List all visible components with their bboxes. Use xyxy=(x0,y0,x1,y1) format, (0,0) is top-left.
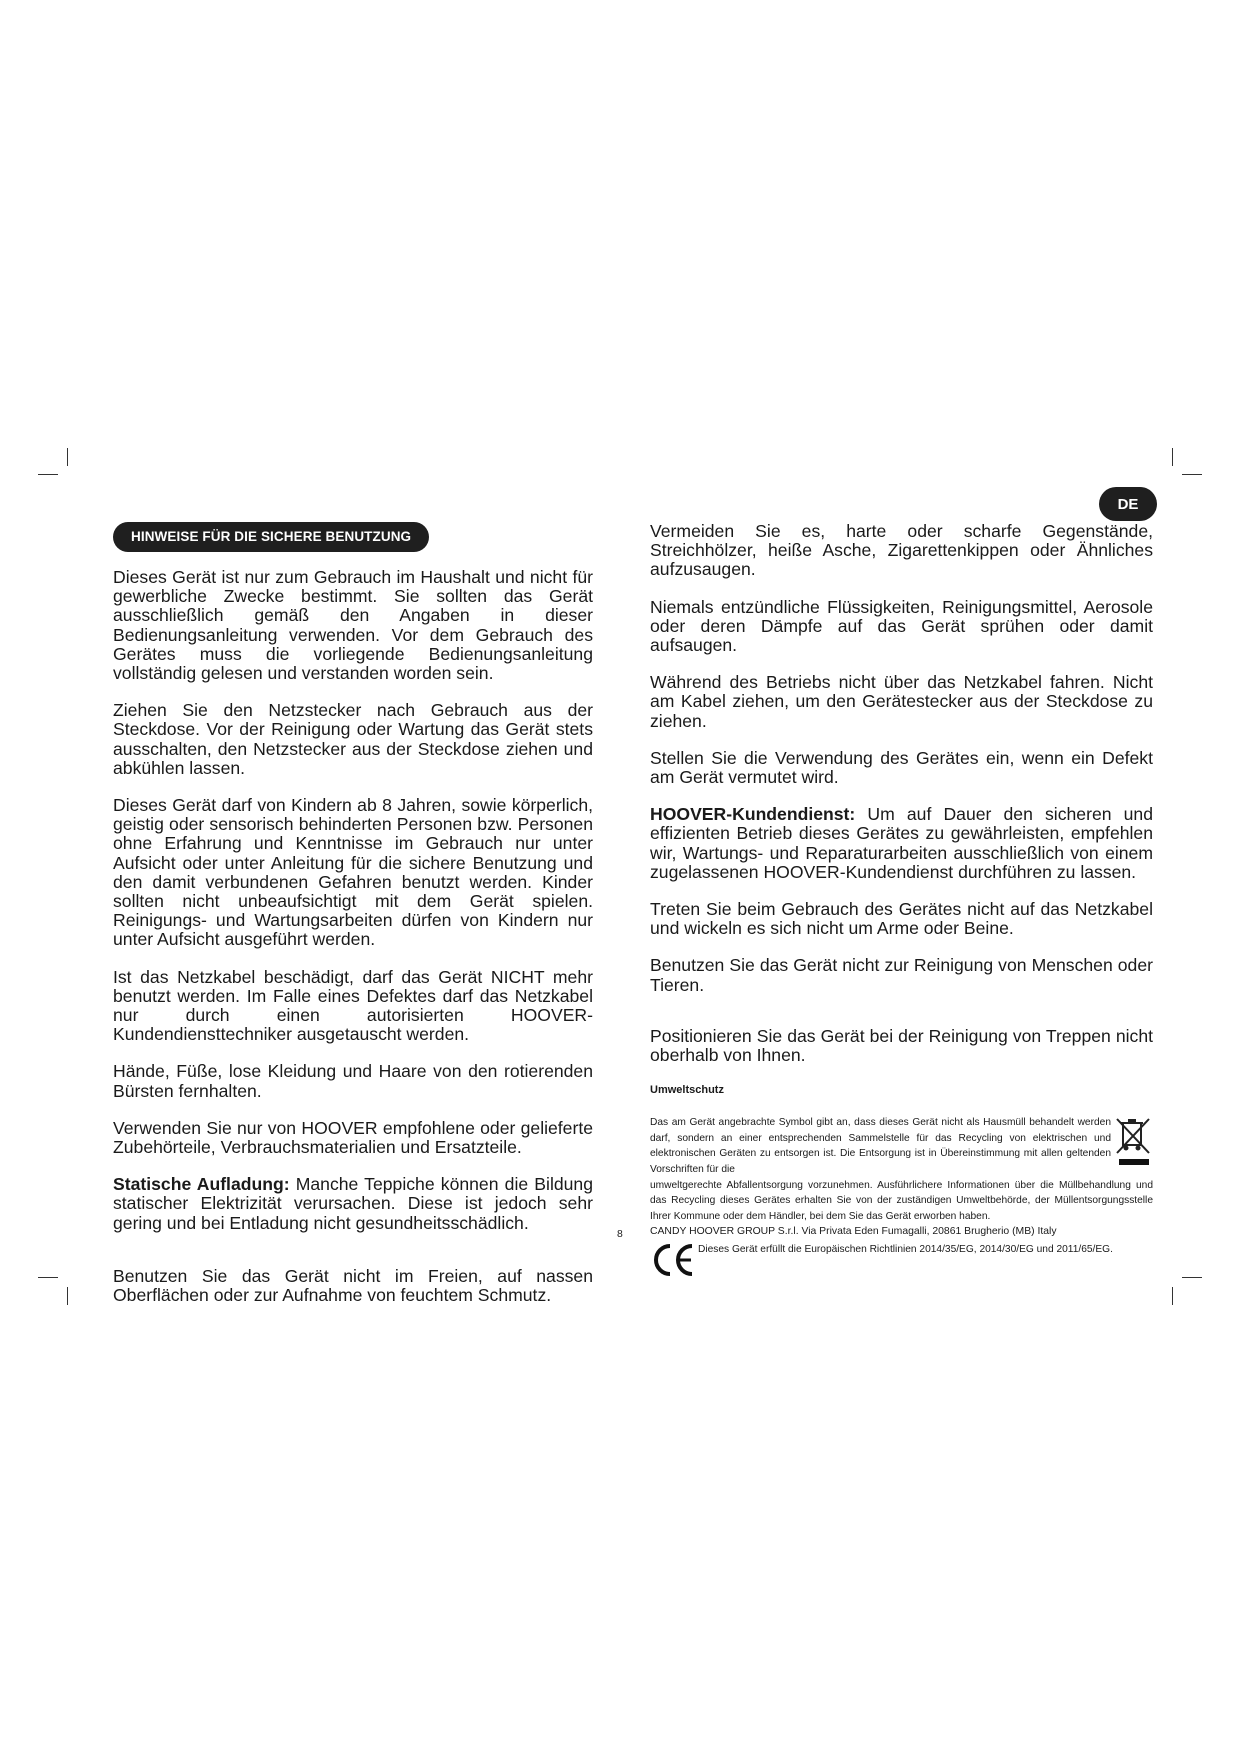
paragraph: Dieses Gerät ist nur zum Gebrauch im Haushalt und nicht für gewerbliche Zwecke bestimmt. Sie sollten das Gerät ausschließlich gemäß den Angaben in dieser Bedienungsanleitung verwenden. Vor dem Gebrauch des Gerätes muss die vorliegende Bedienungsanleitung vollständig gelesen und verstanden worden sein. xyxy=(113,567,593,684)
crop-mark xyxy=(1172,448,1173,466)
crop-mark xyxy=(38,1277,58,1278)
paragraph: Hände, Füße, lose Kleidung und Haare von den rotierenden Bürsten fernhalten. xyxy=(113,1061,593,1101)
static-charge-label: Statische Aufladung: xyxy=(113,1174,290,1195)
paragraph: Ist das Netzkabel beschädigt, darf das Gerät NICHT mehr benutzt werden. Im Falle eines Defektes darf das Netzkabel nur durch einen autorisierten HOOVER-Kundendiensttechniker ausgetauscht werden. xyxy=(113,966,593,1045)
static-charge-text: Manche Teppiche können die Bildung statischer Elektrizität verursachen. Diese ist jedoch sehr gering und bei Entladung nicht gesundheitsschädlich. xyxy=(113,1174,594,1233)
footer-address: CANDY HOOVER GROUP S.r.l. Via Privata Eden Fumagalli, 20861 Brugherio (MB) Italy xyxy=(650,1226,1057,1237)
environment-text: Das am Gerät angebrachte Symbol gibt an, dass dieses Gerät nicht als Hausmüll behandelt werden darf, sondern an einer entsprechenden Sammelstelle für das Recycling von elektrischen und elektronischen Geräten zu entsorgen ist. Die Entsorgung ist in Übereinstimmung mit allen geltenden Vorschriften für die umweltgerechte Abfallentsorgung vorzunehmen. Ausführlichere Informationen über die Müllbehandlung und das Recycling dieses Gerätes erhalten Sie von der zuständigen Umweltbehörde, der Müllentsorgungsstelle Ihrer Kommune oder dem Händler, bei dem Sie das Gerät erworben haben. xyxy=(650,1117,1153,1222)
paragraph: Ziehen Sie den Netzstecker nach Gebrauch aus der Steckdose. Vor der Reinigung oder Wartung das Gerät stets ausschalten, den Netzstecker aus der Steckdose ziehen und abkühlen lassen. xyxy=(113,700,593,778)
crop-mark xyxy=(1182,1277,1202,1278)
service-label: HOOVER-Kundendienst: xyxy=(650,804,856,825)
crop-mark xyxy=(67,1287,68,1305)
paragraph: Verwenden Sie nur von HOOVER empfohlene oder gelieferte Zubehörteile, Verbrauchsmaterialien und Ersatzteile. xyxy=(113,1117,593,1158)
service-paragraph xyxy=(650,805,1153,882)
paragraph: Vermeiden Sie es, harte oder scharfe Gegenstände, Streichhölzer, heiße Asche, Zigarettenkippen oder Ähnliches aufzusaugen. xyxy=(650,521,1153,580)
weee-bin-icon xyxy=(1113,1115,1153,1167)
environment-title: Umweltschutz xyxy=(650,1084,724,1097)
ce-section xyxy=(650,1242,1153,1278)
paragraph: Stellen Sie die Verwendung des Gerätes ein, wenn ein Defekt am Gerät vermutet wird. xyxy=(650,747,1153,788)
ce-text: Dieses Gerät erfüllt die Europäischen Richtlinien 2014/35/EG, 2014/30/EG und 2011/65/EG. xyxy=(698,1244,1113,1256)
paragraph: Positionieren Sie das Gerät bei der Reinigung von Treppen nicht oberhalb von Ihnen. xyxy=(650,1025,1153,1066)
ce-mark-icon xyxy=(650,1242,696,1278)
section-heading: HINWEISE FÜR DIE SICHERE BENUTZUNG xyxy=(113,522,429,552)
crop-mark xyxy=(1172,1287,1173,1305)
service-text: Um auf Dauer den sicheren und effizienten Betrieb dieses Gerätes zu gewährleisten, empfehlen wir, Wartungs- und Reparaturarbeiten ausschließlich von einem zugelassenen HOOVER-Kundendienst durchführen zu lassen. xyxy=(650,804,1153,882)
crop-mark xyxy=(38,474,58,475)
paragraph: Treten Sie beim Gebrauch des Gerätes nicht auf das Netzkabel und wickeln es sich nicht um Arme oder Beine. xyxy=(650,899,1153,939)
crop-mark xyxy=(1182,474,1202,475)
crop-mark xyxy=(67,448,68,466)
right-column xyxy=(650,522,1153,1278)
page-number: 8 xyxy=(617,1229,623,1240)
paragraph: Niemals entzündliche Flüssigkeiten, Reinigungsmittel, Aerosole oder deren Dämpfe auf das Gerät sprühen oder damit aufsaugen. xyxy=(650,596,1153,656)
language-badge: DE xyxy=(1099,487,1157,521)
paragraph: Benutzen Sie das Gerät nicht zur Reinigung von Menschen oder Tieren. xyxy=(650,955,1153,995)
static-charge-paragraph xyxy=(113,1175,593,1233)
paragraph: Während des Betriebs nicht über das Netzkabel fahren. Nicht am Kabel ziehen, um den Gerätestecker aus der Steckdose zu ziehen. xyxy=(650,672,1153,731)
left-column xyxy=(113,522,593,1323)
paragraph: Benutzen Sie das Gerät nicht im Freien, auf nassen Oberflächen oder zur Aufnahme von feuchtem Schmutz. xyxy=(113,1265,593,1306)
environment-section xyxy=(650,1083,1153,1224)
paragraph: Dieses Gerät darf von Kindern ab 8 Jahren, sowie körperlich, geistig oder sensorisch behinderten Personen bzw. Personen ohne Erfahrung und Kenntnisse im Gebrauch nur unter Aufsicht oder unter Anleitung für die sichere Benutzung und den damit verbundenen Gefahren benutzt werden. Kinder sollten nicht unbeaufsichtigt mit dem Gerät spielen. Reinigungs- und Wartungsarbeiten dürfen von Kindern nur unter Aufsicht ausgeführt werden. xyxy=(113,795,593,950)
